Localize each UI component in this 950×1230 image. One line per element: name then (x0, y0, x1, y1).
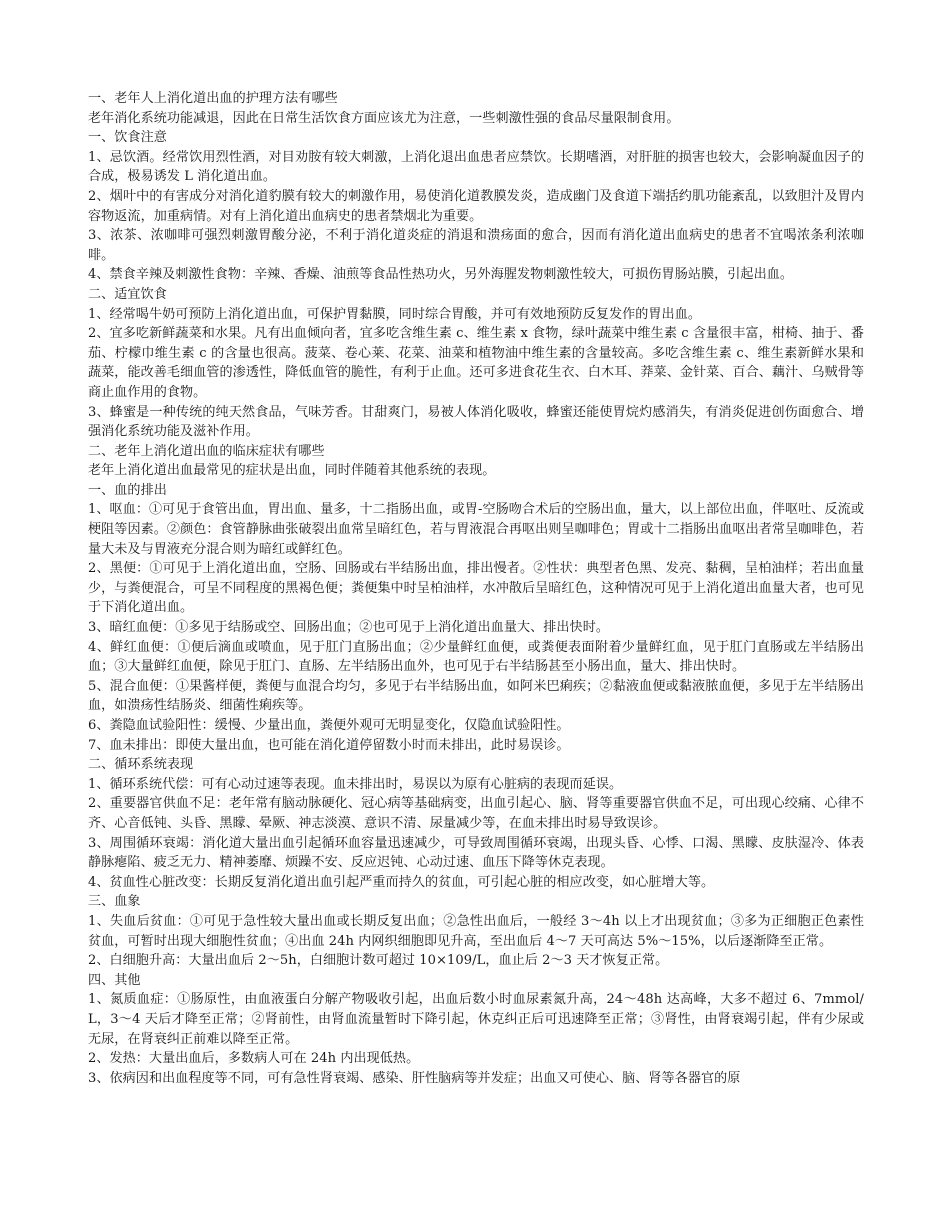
paragraph: 2、白细胞升高：大量出血后 2～5h，白细胞计数可超过 10×109/L，血止后 2～3 天才恢复正常。 (88, 953, 669, 969)
paragraph: 3、蜂蜜是一种传统的纯天然食品，气味芳香。甘甜爽门，易被人体消化吸收，蜂蜜还能使胃烷灼感消失，有消炎促进创伤面愈合、增强消化系统功能及滋补作用。 (88, 404, 864, 440)
paragraph: 老年上消化道出血最常见的症状是出血，同时伴随着其他系统的表现。 (88, 463, 496, 479)
paragraph: 1、氮质血症：①肠原性，由血液蛋白分解产物吸收引起，出血后数小时血尿素氮升高，24～48h 达高峰，大多不超过 6、7mmol/L，3～4 天后才降至正常；②肾前性，由肾血流量暂时下降引起，休克纠正后可迅速降至正常；③肾性，由肾衰竭引起，伴有少尿或无尿，在肾衰纠正前难以降至正常。 (88, 992, 864, 1047)
paragraph: 3、周围循环衰竭：消化道大量出血引起循环血容量迅速减少，可导致周围循环衰竭，出现头昏、心悸、口渴、黑矇、皮肤湿冷、体表静脉瘪陷、疲乏无力、精神萎靡、烦躁不安、反应迟钝、心动过速、血压下降等休克表现。 (88, 835, 864, 871)
paragraph: 4、禁食辛辣及刺激性食物：辛辣、香燥、油煎等食品性热功火，另外海腥发物刺激性较大，可损伤胃肠站膜，引起出血。 (88, 267, 793, 283)
paragraph: 3、依病因和出血程度等不同，可有急性肾衰竭、感染、肝性脑病等并发症；出血又可使心、脑、肾等各器官的原 (88, 1070, 741, 1086)
heading: 二、老年上消化道出血的临床症状有哪些 (88, 443, 325, 459)
section-heading: 二、循环系统表现 (88, 757, 194, 773)
paragraph: 1、经常喝牛奶可预防上消化道出血，可保护胃黏膜，同时综合胃酸，并可有效地预防反复发作的胃出血。 (88, 306, 701, 322)
paragraph: 2、重要器官供血不足：老年常有脑动脉硬化、冠心病等基础病变，出血引起心、脑、肾等重要器官供血不足，可出现心绞痛、心律不齐、心音低钝、头昏、黑矇、晕厥、神志淡漠、意识不清、尿量减少等，在血未排出时易导致误诊。 (88, 796, 864, 831)
paragraph: 4、鲜红血便：①便后滴血或喷血，见于肛门直肠出血；②少量鲜红血便，或粪便表面附着少量鲜红血，见于肛门直肠或左半结肠出血；③大量鲜红血便，除见于肛门、直肠、左半结肠出血外，也可见于右半结肠甚至小肠出血，量大、排出快时。 (88, 639, 864, 675)
paragraph: 老年消化系统功能减退，因此在日常生活饮食方面应该尤为注意，一些刺激性强的食品尽量限制食用。 (88, 110, 680, 126)
paragraph: 1、忌饮酒。经常饮用烈性酒，对目劝胺有较大刺激，上消化退出血患者应禁饮。长期嗜酒，对肝脏的损害也较大，会影响凝血因子的合成，极易诱发 L 消化道出血。 (88, 149, 864, 185)
section-heading: 二、适宜饮食 (88, 286, 167, 302)
paragraph: 2、黑便：①可见于上消化道出血，空肠、回肠或右半结肠出血，排出慢者。②性状：典型者色黑、发亮、黏稠，呈柏油样；若出血量少，与粪便混合，可呈不同程度的黑褐色便；粪便集中时呈柏油样，水冲散后呈暗红色，这种情况可见于上消化道出血量大者，也可见于下消化道出血。 (88, 561, 864, 616)
document-page (88, 89, 864, 1088)
paragraph: 1、呕血：①可见于食管出血，胃出血、量多，十二指肠出血，或胃-空肠吻合术后的空肠出血，量大，以上部位出血，伴呕吐、反流或梗阻等因素。②颜色：食管静脉曲张破裂出血常呈暗红色，若与胃液混合再呕出则呈咖啡色；胃或十二指肠出血呕出者常呈咖啡色，若量大未及与胃液充分混合则为暗红或鲜红色。 (88, 502, 864, 557)
paragraph: 1、循环系统代偿：可有心动过速等表现。血未排出时，易误以为原有心脏病的表现而延误。 (88, 776, 623, 792)
paragraph: 2、发热：大量出血后，多数病人可在 24h 内出现低热。 (88, 1051, 420, 1067)
paragraph: 3、暗红血便：①多见于结肠或空、回肠出血；②也可见于上消化道出血量大、排出快时。 (88, 620, 609, 636)
paragraph: 6、粪隐血试验阳性：缓慢、少量出血，粪便外观可无明显变化，仅隐血试验阳性。 (88, 718, 570, 733)
section-heading: 一、饮食注意 (88, 130, 167, 146)
paragraph: 2、烟叶中的有害成分对消化道豹膜有较大的刺激作用，易使消化道教膜发炎，造成幽门及食道下端括约肌功能紊乱，以致胆汁及胃内容物返流，加重病情。对有上消化道出血病史的患者禁烟北为重要。 (88, 188, 864, 224)
paragraph: 1、失血后贫血：①可见于急性较大量出血或长期反复出血；②急性出血后，一般经 3～4h 以上才出现贫血；③多为正细胞正色素性贫血，可暂时出现大细胞性贫血；④出血 24h 内网织细胞即见升高，至出血后 4～7 天可高达 5%～15%，以后逐渐降至正常。 (88, 913, 864, 949)
paragraph: 5、混合血便：①果酱样便，粪便与血混合均匀，多见于右半结肠出血，如阿米巴痢疾；②黏液血便或黏液脓血便，多见于左半结肠出血，如溃疡性结肠炎、细菌性痢疾等。 (88, 678, 864, 714)
paragraph: 4、贫血性心脏改变：长期反复消化道出血引起严重而持久的贫血，可引起心脏的相应改变，如心脏增大等。 (88, 874, 715, 890)
paragraph: 7、血未排出：即使大量出血，也可能在消化道停留数小时而未排出，此时易误诊。 (88, 737, 570, 753)
section-heading: 四、其他 (88, 972, 141, 988)
section-heading: 三、血象 (88, 894, 141, 910)
paragraph: 2、宜多吃新鲜蔬菜和水果。凡有出血倾向者，宜多吃含维生素 c、维生素 x 食物，绿叶蔬菜中维生素 c 含量很丰富，柑椅、抽于、番茄、柠檬巾维生素 c 的含量也很高。菠菜、卷心莱、花菜、油菜和植物油中维生素的含量较高。多吃含维生素 c、维生素新鲜水果和蔬菜，能改善毛细血管的渗透性，降低血管的脆性，有利于止血。还可多进食花生衣、白木耳、莽菜、金针菜、百合、藕汁、乌贼骨等商止血作用的食物。 (88, 326, 864, 400)
paragraph: 3、浓茶、浓咖啡可强烈刺激胃酸分泌，不利于消化道炎症的消退和溃疡面的愈合，因而有消化道出血病史的患者不宜喝浓条利浓咖啡。 (88, 228, 864, 263)
section-heading: 一、血的排出 (88, 482, 167, 498)
heading: 一、老年人上消化道出血的护理方法有哪些 (88, 91, 338, 106)
